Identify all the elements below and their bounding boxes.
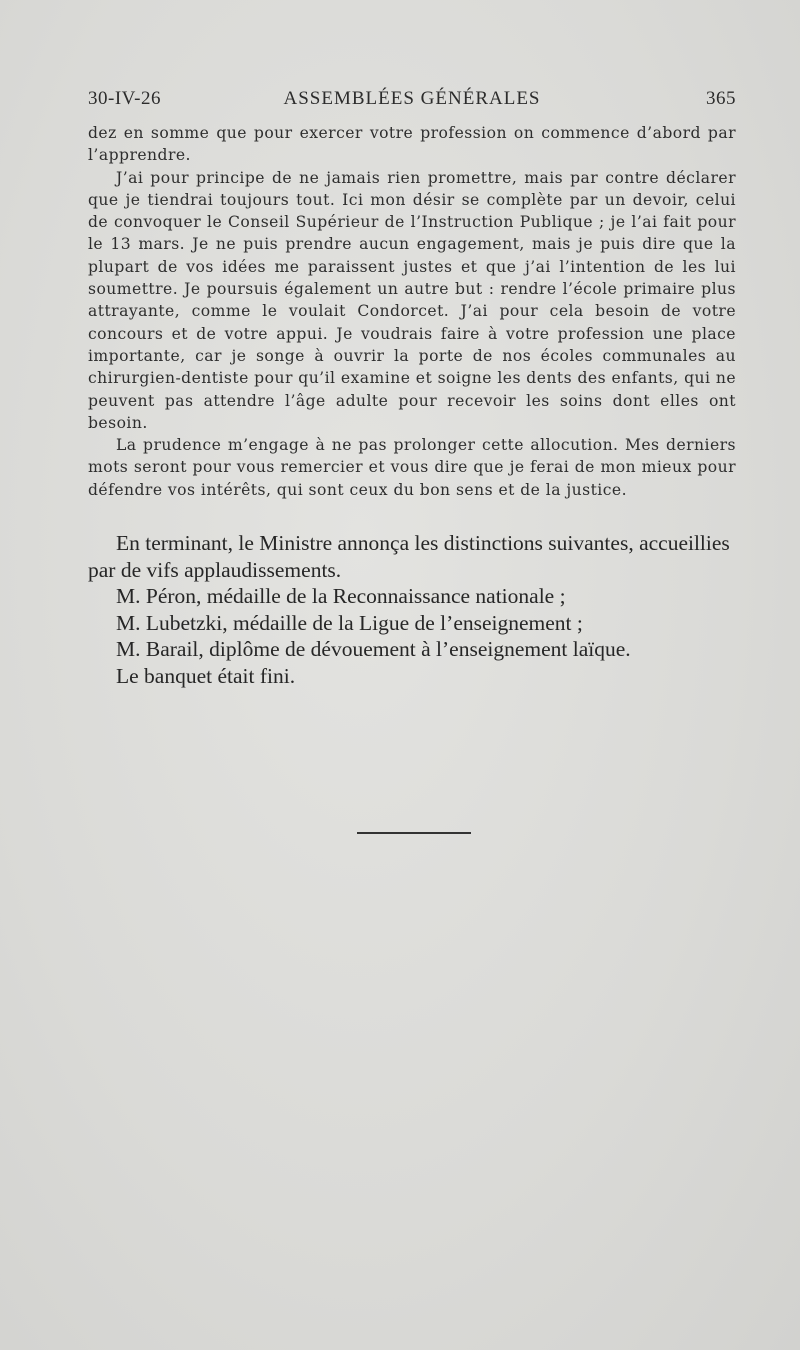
speech-paragraph-promises: J’ai pour principe de ne jamais rien promettre, mais par contre déclarer que je tiendrai toujours tout. Ici mon désir se complète par un devoir, celui de convoquer le Conseil Supérieur de l’Instruction Publique ; je l’ai fait pour le 13 mars. Je ne puis prendre aucun engagement, mais je puis dire que la plupart de vos idées me paraissent justes et que j’ai l’intention de les lui soumettre. Je poursuis également un autre but : rendre l’école primaire plus attrayante, comme le voulait Condorcet. J’ai pour cela besoin de votre concours et de votre appui. Je voudrais faire à votre profession une place importante, car je songe à ouvrir la porte de nos écoles communales au chirurgien-dentiste pour qu’il examine et soigne les dents des enfants, qui ne peuvent pas attendre l’âge adulte pour recevoir les soins dont elles ont besoin.: [88, 168, 737, 432]
running-header: [88, 88, 736, 118]
minister-speech: [88, 122, 736, 501]
closing-announcement: En terminant, le Ministre annonça les distinctions suivantes, accueillies par de vifs applaudissements.: [88, 531, 730, 582]
header-section-title: ASSEMBLÉES GÉNÉRALES: [283, 88, 541, 109]
distinction-peron: M. Péron, médaille de la Reconnaissance nationale ;: [116, 584, 566, 608]
end-rule-divider: [357, 832, 471, 834]
closing-section: [88, 530, 748, 689]
speech-paragraph-continuation: dez en somme que pour exercer votre profession on commence d’abord par l’apprendre.: [88, 124, 736, 165]
distinction-barail: M. Barail, diplôme de dévouement à l’enseignement laïque.: [116, 637, 631, 661]
distinction-lubetzki: M. Lubetzki, médaille de la Ligue de l’enseignement ;: [116, 610, 583, 635]
speech-paragraph-conclusion: La prudence m’engage à ne pas prolonger cette allocution. Mes derniers mots seront pour vous remercier et vous dire que je ferai de mon mieux pour défendre vos intérêts, qui sont ceux du bon sens et de la justice.: [88, 436, 736, 499]
header-date: 30-IV-26: [88, 88, 161, 109]
page-number: 365: [706, 88, 736, 109]
closing-final-line: Le banquet était fini.: [116, 663, 296, 688]
